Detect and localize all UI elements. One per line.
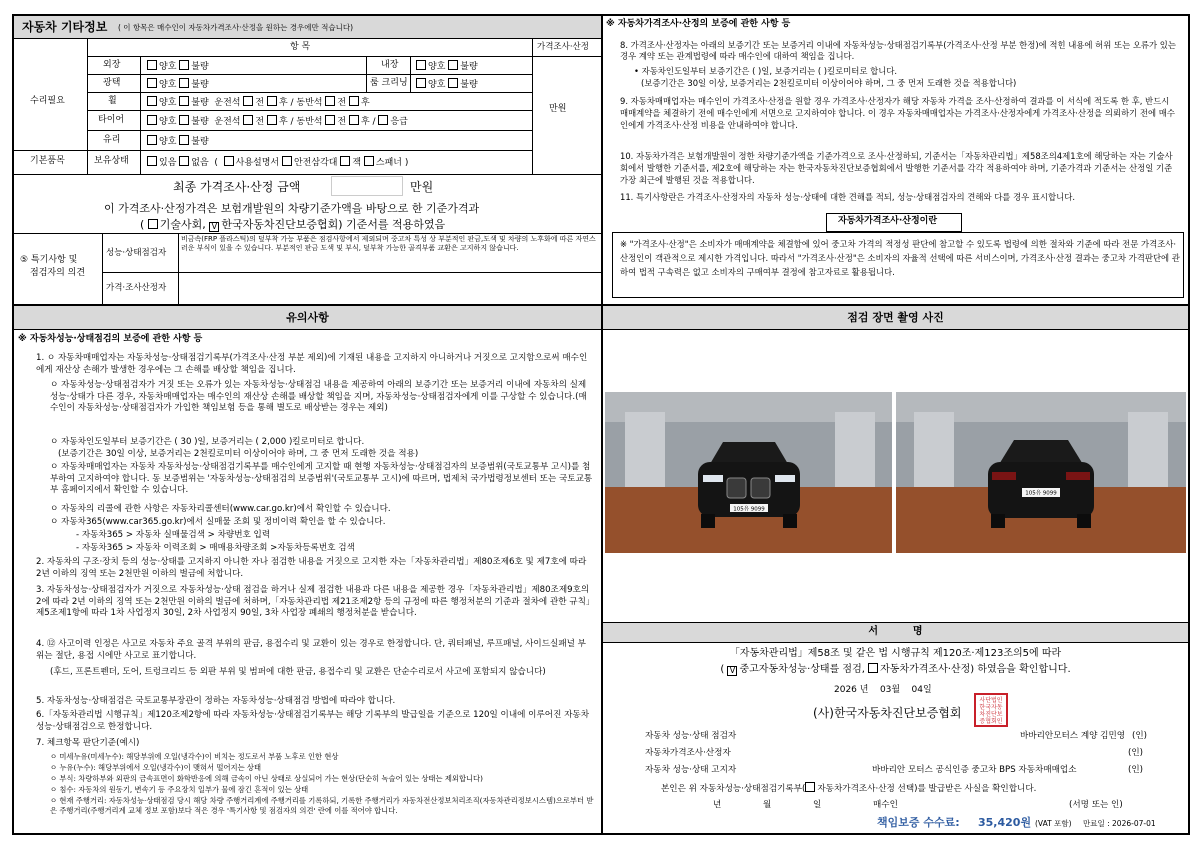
tire-passenger-rear-checkbox[interactable] bbox=[349, 115, 359, 125]
gloss-good-checkbox[interactable] bbox=[147, 78, 157, 88]
tire-good-checkbox[interactable] bbox=[147, 115, 157, 125]
note-1-2: ㅇ 자동차성능·상태점검자가 거짓 또는 오류가 있는 자동차성능·상태점검 내용을 제공하여 아래의 보증기간 또는 보증거리 이내에 자동차의 실제 성능·상태가 다른 경우, 자동차매매업자는 매수인의 재산상 손해를 배상할 책임을 지며, 자동차성능·상태점검자에게 이를 구상할 수 있습니다.(매수인이 자동차성능·상태점검자가 가입한 책임보험 등을 통해 별도로 배상받는 경우는 제외) bbox=[50, 380, 587, 414]
glass-good-checkbox[interactable] bbox=[147, 135, 157, 145]
item-8-sub-2: (보증기간은 30일 이상, 보증거리는 2천킬로미터 이상이어야 하며, 그 중 먼저 도래한 것을 적용합니다) bbox=[641, 78, 1017, 88]
sign-org: (사)한국자동차진단보증협회 bbox=[813, 706, 962, 720]
tire-options: 양호 불량 운전석 전 후 / 동반석 전 후 / 응급 bbox=[147, 115, 408, 128]
exterior-bad-checkbox[interactable] bbox=[179, 60, 189, 70]
notes-title: 유의사항 bbox=[286, 311, 329, 324]
jack-checkbox[interactable] bbox=[340, 156, 350, 166]
car-front-photo-drawing bbox=[605, 392, 892, 553]
interior-good-checkbox[interactable] bbox=[416, 60, 426, 70]
header-item: 항 목 bbox=[290, 42, 311, 52]
note-1-6a: - 자동차365 > 자동차 실매물검색 > 차량번호 입력 bbox=[76, 530, 271, 540]
gloss-bad-checkbox[interactable] bbox=[179, 78, 189, 88]
price-inspector-label: 가격·조사산정자 bbox=[106, 283, 167, 293]
row-interior-label: 내장 bbox=[381, 60, 399, 70]
inspector-seal: (인) bbox=[1132, 731, 1148, 741]
price-guarantee-title: ※ 자동차가격조사·산정의 보증에 관한 사항 등 bbox=[606, 19, 791, 29]
special-notes-label-2: 점검자의 의견 bbox=[30, 268, 86, 278]
note-1-5: ㅇ 자동차의 리콜에 관한 사항은 자동차리콜센터(www.car.go.kr)에서 확인할 수 있습니다. bbox=[50, 504, 391, 514]
tire-driver-rear-checkbox[interactable] bbox=[267, 115, 277, 125]
technician-checkbox[interactable] bbox=[148, 219, 158, 229]
special-notes-label: ⑤ 특기사항 및 bbox=[20, 255, 78, 265]
row-possession-label: 보유상태 bbox=[94, 156, 129, 166]
note-1-3b: (보증기간은 30일 이상, 보증거리는 2천킬로미터 이상이어야 하며, 그 중 먼저 도래한 것을 적용) bbox=[58, 449, 419, 459]
row-gloss-label: 광택 bbox=[103, 78, 121, 88]
spanner-checkbox[interactable] bbox=[364, 156, 374, 166]
note-1-6: ㅇ 자동차365(www.car365.go.kr)에서 실매물 조회 및 정비이력 확인을 할 수 있습니다. bbox=[50, 517, 386, 527]
price-checked-checkbox[interactable] bbox=[868, 663, 878, 673]
note-1-3: ㅇ 자동차인도일부터 보증기간은 ( 30 )일, 보증거리는 ( 2,000 )킬로미터로 합니다. bbox=[50, 437, 365, 447]
fee-label: 책임보증 수수료: bbox=[877, 816, 960, 829]
wheel-good-checkbox[interactable] bbox=[147, 96, 157, 106]
notifier-label: 자동차 성능·상태 고지자 bbox=[645, 765, 737, 775]
basic-items-label: 기본품목 bbox=[30, 156, 65, 166]
tire-passenger-front-checkbox[interactable] bbox=[325, 115, 335, 125]
note-4: 4. ⑫ 사고이력 인정은 사고로 자동차 주요 골격 부위의 판금, 용접수리 및 교환이 있는 경우로 한정합니다. 단, 쿼터패널, 루프패널, 사이드실패널 부위는 절단, 용접 시에만 사고로 표기합니다. bbox=[36, 639, 586, 661]
wheel-passenger-front-checkbox[interactable] bbox=[325, 96, 335, 106]
final-price-unit: 만원 bbox=[410, 180, 434, 194]
section-title-other-info: 자동차 기타정보 bbox=[22, 20, 108, 34]
photos-title: 점검 장면 촬영 사진 bbox=[847, 311, 944, 324]
interior-bad-checkbox[interactable] bbox=[448, 60, 458, 70]
row-glass-label: 유리 bbox=[103, 135, 121, 145]
sign-law-line: 「자동차관리법」제58조 및 같은 법 시행규칙 제120조·제123조의5에 따라 bbox=[729, 648, 1062, 659]
note-1-6b: - 자동차365 > 자동차 이력조회 > 매매용차량조회 >자동차등록번호 검색 bbox=[76, 543, 355, 553]
possession-have-checkbox[interactable] bbox=[147, 156, 157, 166]
note-2: 2. 자동차의 구조·장치 등의 성능·상태를 고지하지 아니한 자나 점검한 내용을 거짓으로 고지한 자는「자동차관리법」제80조제6호 및 제7호에 따라 2년 이하의 징역 또는 2천만원 이하의 벌금에 처합니다. bbox=[36, 557, 587, 579]
glass-options: 양호 불량 bbox=[147, 135, 209, 148]
criteria-3: ㅇ 부식: 차량하부와 외판의 금속표면이 화학반응에 의해 금속이 아닌 상태로 상실되어 가는 현상(단순히 녹슬어 있는 상태는 제외합니다) bbox=[50, 774, 483, 783]
row-room-cleaning-label: 룸 크리닝 bbox=[370, 78, 408, 88]
org-seal bbox=[974, 693, 1008, 727]
item-11: 11. 특기사항란은 가격조사·산정자의 자동차 성능·상태에 대한 견해를 적되, 성능·상태점검자의 견해와 다를 경우 표시합니다. bbox=[620, 192, 1075, 202]
tire-driver-front-checkbox[interactable] bbox=[243, 115, 253, 125]
receipt-line: 본인은 위 자동차성능·상태점검기록부( 자동차가격조사·산정 선택)를 발급받은 사실을 확인합니다. bbox=[661, 784, 1037, 794]
fee-note: (VAT 포함) bbox=[1035, 819, 1072, 828]
repair-price-unit: 만원 bbox=[549, 104, 567, 114]
car-rear-photo bbox=[896, 392, 1186, 553]
note-3: 3. 자동차성능·상태점검자가 거짓으로 자동차성능·상태 점검을 하거나 실제 점검한 내용과 다른 내용을 제공한 경우「자동차관리법」제80조제9호의2에 따라 2년 이하의 징역 또는 2천만원 이하의 벌금에 처하며,「자동차관리법 제21조제2항 등의 규정에 따른 행정처분의 기준과 절차에 관한 규칙」제5조제1항에 따라 1차 사업정지 30일, 2차 사업정지 90일, 3차 사업장 폐쇄의 행정처분을 받습니다. bbox=[36, 585, 591, 619]
criteria-1: ㅇ 미세누유(미세누수): 해당부위에 오일(냉각수)이 비치는 정도로서 부품 노후로 인한 현상 bbox=[50, 752, 339, 761]
room-good-checkbox[interactable] bbox=[416, 78, 426, 88]
sign-title: 서 명 bbox=[868, 626, 923, 637]
basis-line-1: 이 가격조사·산정가격은 보험개발원의 차량기준가액을 바탕으로 한 기준가격과 bbox=[104, 202, 480, 215]
tire-emergency-checkbox[interactable] bbox=[378, 115, 388, 125]
basis-line-2: ( 기술사회, V 한국자동차진단보증협회) 기준서를 적용하였음 bbox=[140, 218, 446, 231]
item-8: 8. 가격조사·산정자는 아래의 보증기간 또는 보증거리 이내에 자동차성능·상태점검기록부(가격조사·산정 부분 한정)에 적힌 내용에 허위 또는 오류가 있는 경우 계약 또는 관계법령에 따라 매수인에 대하여 책임을 집니다. bbox=[620, 40, 1176, 61]
kaiwa-checkbox[interactable]: V bbox=[209, 222, 219, 232]
wheel-bad-checkbox[interactable] bbox=[179, 96, 189, 106]
front-plate-text: 105유 9099 bbox=[733, 506, 765, 513]
price-definition-title: 자동차가격조사·산정이란 bbox=[838, 216, 938, 226]
wheel-options: 양호 불량 운전석 전 후 / 동반석 전 후 bbox=[147, 96, 370, 109]
perf-inspector-note: 비금속(FRP 플라스틱)의 덮부착 가능 부품은 점검사항에서 제외되며 중고차 특성 상 부분적인 판금,도색 및 차량의 노후화에 따른 자연스러운 부식이 있을 수 있습니다. 부분적인 판금 도색 및 부식, 덮부착 가능한 골격부품 교환은 고지하지 않습니다. bbox=[181, 235, 596, 252]
item-9: 9. 자동차매매업자는 매수인이 가격조사·산정을 원할 경우 가격조사·산정자가 해당 자동차 가격을 조사·산정하여 결과를 이 서식에 적도록 한 후, 반드시 매매계약을 체결하기 전에 매수인에게 서면으로 고지하여야 합니다. 이 경우 자동차매매업자는 가격조사·산정자에게 가격조사·산정을 의뢰하기 전에 매수인에게 가격조사·산정 비용을 안내하여야 합니다. bbox=[620, 96, 1175, 130]
car-rear-photo-drawing bbox=[896, 392, 1186, 553]
row-tire-label: 타이어 bbox=[98, 115, 125, 125]
car-front-photo bbox=[605, 392, 892, 553]
price-examiner-label: 자동차가격조사·산정자 bbox=[645, 748, 731, 758]
receipt-price-checkbox[interactable] bbox=[805, 782, 815, 792]
notifier-value: 바바리안 모터스 공식인증 중고차 BPS 자동차매매업소 bbox=[872, 765, 1077, 775]
buyer-label: 매수인 bbox=[873, 800, 898, 810]
wheel-driver-rear-checkbox[interactable] bbox=[267, 96, 277, 106]
room-bad-checkbox[interactable] bbox=[448, 78, 458, 88]
final-price-label: 최종 가격조사·산정 금액 bbox=[173, 180, 301, 194]
item-10: 10. 자동차가격은 보험개발원이 정한 차량기준가액을 기준가격으로 조사·산정하되, 기준서는「자동차관리법」제58조의4제1호에 해당하는 자는 기술사회에서 발행한 기준서를, 제2호에 해당하는 자는 한국자동차진단보증협회에서 발행한 기준서를 각각 적용하여야 하며, 기준가격과 기준서는 산정일 기준 가장 최근에 발행된 것을 적용합니다. bbox=[620, 151, 1173, 185]
wheel-passenger-rear-checkbox[interactable] bbox=[349, 96, 359, 106]
header-price: 가격조사·산정 bbox=[537, 42, 589, 52]
triangle-checkbox[interactable] bbox=[282, 156, 292, 166]
criteria-2: ㅇ 누유(누수): 해당부위에서 오일(냉각수)이 맺혀서 떨어지는 상태 bbox=[50, 763, 262, 772]
inspector-label: 자동차 성능·상태 점검자 bbox=[645, 731, 737, 741]
buyer-month-label: 월 bbox=[763, 800, 772, 810]
buyer-day-label: 일 bbox=[813, 800, 822, 810]
exterior-good-checkbox[interactable] bbox=[147, 60, 157, 70]
price-definition-text: ※ "가격조사·산정"은 소비자가 매매계약을 체결함에 있어 중고차 가격의 적정성 판단에 참고할 수 있도록 법령에 의한 절차와 기준에 따라 전문 가격조사·산정인이 객관적으로 제시한 가격입니다. 따라서 "가격조사·산정"은 소비자의 자율적 선택에 따른 서비스이며, 가격조사·산정 결과는 중고차 가격판단에 관하여 법적 구속력은 없고 소비자의 구매여부 결정에 참고자료로 활용됩니다. bbox=[620, 239, 1180, 277]
seal-text: 사단법인한국자동차진단보증협회인 bbox=[979, 697, 1003, 725]
fee-value: 35,420원 bbox=[978, 816, 1032, 829]
manual-checkbox[interactable] bbox=[224, 156, 234, 166]
row-exterior-label: 외장 bbox=[103, 60, 121, 70]
item-8-sub-1: • 자동차인도일부터 보증기간은 ( )일, 보증거리는 ( )킬로미터로 합니다. bbox=[634, 66, 898, 76]
center-divider bbox=[601, 14, 603, 835]
room-cleaning-options: 양호 불량 bbox=[416, 78, 478, 91]
exterior-options: 양호 불량 bbox=[147, 60, 209, 73]
note-5: 5. 자동차성능·상태점검은 국토교통부장관이 정하는 자동차성능·상태점검 방법에 따라야 합니다. bbox=[36, 696, 396, 706]
possession-none-checkbox[interactable] bbox=[179, 156, 189, 166]
note-6: 6.「자동차관리법 시행규칙」제120조제2항에 따라 자동차성능·상태점검기록부는 해당 기록부의 발급일을 기준으로 120일 이내에 이루어진 자동차 성능·상태점검으로 한정합니다. bbox=[36, 710, 590, 732]
interior-options: 양호 불량 bbox=[416, 60, 478, 73]
possession-options: 있음 없음 ( 사용설명서 안전삼각대 잭 스패너 ) bbox=[147, 156, 408, 169]
expiry-date: 만료일 : 2026-07-01 bbox=[1083, 819, 1156, 828]
notes-subtitle: ※ 자동차성능·상태점검의 보증에 관한 사항 등 bbox=[18, 334, 203, 344]
row-wheel-label: 휠 bbox=[108, 96, 117, 106]
price-examiner-seal: (인) bbox=[1128, 748, 1144, 758]
note-4b: (후드, 프론트펜더, 도어, 트렁크리드 등 외판 부위 및 범퍼에 대한 판금, 용접수리 및 교환은 단순수리로서 사고에 포함되지 않습니다) bbox=[50, 667, 546, 677]
criteria-5: ㅇ 현재 주행거리: 자동차성능·상태점검 당시 해당 차량 주행거리계에 주행거리를 기록하되, 기록한 주행거리가 자동차전산정보처리조직(자동차관리정보시스템)으로부터 받은 주행거리(주행거리계 교체 정보 포함)보다 적은 경우 '특기사항 및 점검자의 의견' 란에 이를 적어야 합니다. bbox=[50, 796, 594, 815]
tire-bad-checkbox[interactable] bbox=[179, 115, 189, 125]
sign-date: 2026 년 03월 04일 bbox=[834, 685, 932, 695]
wheel-driver-front-checkbox[interactable] bbox=[243, 96, 253, 106]
rear-plate-text: 105유 9099 bbox=[1025, 490, 1057, 497]
buyer-year-label: 년 bbox=[713, 800, 722, 810]
perf-inspector-label: 성능·상태점검자 bbox=[106, 248, 167, 258]
performance-checked-checkbox[interactable]: V bbox=[727, 666, 737, 676]
repair-needed-label: 수리필요 bbox=[30, 96, 65, 106]
final-price-input[interactable] bbox=[331, 176, 403, 196]
inspector-value: 바바리안모터스 계양 김민영 bbox=[1020, 731, 1126, 741]
note-1: 1. ㅇ 자동차매매업자는 자동차성능·상태점검기록부(가격조사·산정 부분 제외)에 기재된 내용을 고지하지 아니하거나 거짓으로 고지함으로써 매수인에게 재산상 손해가 발생한 경우에는 그 손해를 배상할 책임을 집니다. bbox=[36, 353, 588, 375]
glass-bad-checkbox[interactable] bbox=[179, 135, 189, 145]
note-1-4: ㅇ 자동차매매업자는 자동차 자동차성능·상태점검기록부를 매수인에게 고지할 때 현행 자동차성능·상태점검자의 보증범위(국토교통부 고시)를 첨부하여 고지하여야 합니다. 동 보증범위는 '자동차성능·상태점검의 보증범위'(국토교통부 고시)에 따르며, 법제처 국가법령정보센터 또는 국토교통부 홈페이지에서 확인할 수 있습니다. bbox=[50, 462, 593, 496]
sign-confirm-line: ( V 중고자동차성능·상태를 점검, 자동차가격조사·산정) 하였음을 확인합니다. bbox=[720, 664, 1071, 675]
criteria-4: ㅇ 침수: 자동차의 원동기, 변속기 등 주요장치 일부가 물에 잠긴 흔적이 있는 상태 bbox=[50, 785, 309, 794]
buyer-sign: (서명 또는 인) bbox=[1069, 800, 1123, 810]
gloss-options: 양호 불량 bbox=[147, 78, 209, 91]
note-7: 7. 체크항목 판단기준(예시) bbox=[36, 738, 140, 748]
notifier-seal: (인) bbox=[1128, 765, 1144, 775]
section-title-note: ( 이 항목은 매수인이 자동차가격조사·산정을 원하는 경우에만 적습니다) bbox=[118, 23, 354, 32]
